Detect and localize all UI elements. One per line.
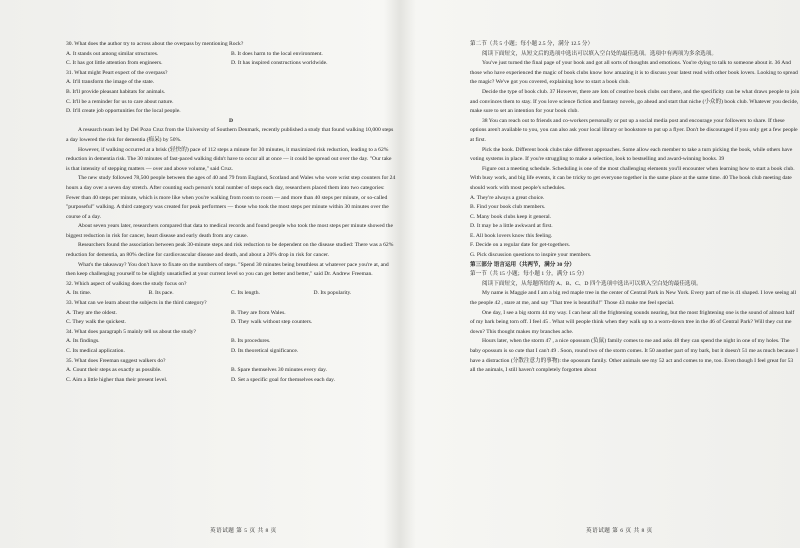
passage-paragraph: About seven years later, researchers compared that data to medical records and found people who took the most steps per minute showed the biggest reduction in risk for cancer, heart disease and early death from any cause. [66,223,393,239]
section-header: 第二节（共 5 小题；每小题 2.5 分，满分 12.5 分） [470,41,594,47]
question-34: 34. What does paragraph 5 mainly tell us about the study? [66,328,196,335]
option: D. It may be a little awkward at first. [470,223,553,230]
option: B. Find your book club members. [470,204,546,211]
option: A. It'll transform the image of the state. [66,79,155,86]
question-34-options [66,337,396,356]
option: C. It'll be a reminder for us to care about nature. [66,98,174,105]
answer-options [470,194,800,261]
option: D. Set a specific goal for themselves each day. [231,376,336,383]
question-31: 31. What might Peart expect of the overpass? [66,69,168,76]
part3-header: 第三部分 语言运用（共两节，满分 30 分） [470,261,575,268]
question-35: 35. What does Freeman suggest walkers do? [66,357,166,364]
option: B. Its pace. [148,290,174,297]
part3-subheader: 第一节（共 15 小题；每小题 1 分，满分 15 分） [470,271,588,278]
option: C. Aim a little higher than their present level. [66,376,168,383]
page-footer-left: 英语试题 第 5 页 共 8 页 [210,528,277,534]
passage-paragraph: 38 You can reach out to friends and co-workers personally or put up a social media post and encourage your followers to share. If these options aren't available to you, you can also ask your local library or bookstore to put up a flyer. Don't be discouraged if you only get a few people at first. [470,117,798,143]
passage-paragraph: Researchers found the association between peak 30-minute steps and risk reduction to be dependent on the disease studied: There was a 62% reduction for dementia, an 80% decline for cardiovascular disease and death, and about a 20% drop in risk for cancer. [66,242,394,259]
cloze-paragraph: One day, I see a big storm 44 my way. I can hear all the frightening sounds nearing, but the most frightening one is the sound of almost half of my bark being torn off. I feel 45 . What will people think when they walk up to a worn-down tree in the 46 of Central Park? Will they cut me down? This thought makes my branches ache. [470,309,795,335]
option: C. Its medical application. [66,348,125,354]
passage-paragraph: A research team led by Del Pozo Cruz from the University of Southern Denmark, recently published a study that found walking 10,000 steps a day lowered the risk for dementia (痴呆) by 50%. [66,127,394,143]
section-instructions: 阅读下面短文，从短文后的选项中选出可以填入空白处的最佳选项。选项中有两项为多余选项。 [482,50,717,57]
passage-paragraph: What's the takeaway? You don't have to fixate on the numbers of steps. "Spend 30 minutes being breathless at whatever pace you're at, and then keep challenging yourself to be slightly unsatisfied at your current level so you can get better and better," said Dr. Andrew Freeman. [66,261,389,278]
passage-paragraph: The new study followed 78,500 people between the ages of 40 and 79 from England, Scotland and Wales who wore wrist step counters for 24 hours a day over a seven day stretch. After counting each person's total number of steps each day, researchers placed them into two categories: Fewer than 40 steps per minute, which is more like when you're walking from room to room — and more than 40 steps per minute, or so-called "purposeful" walking. A third category was created for peak performers — those who took the most steps per minute within 30 minutes over the course of a day. [66,175,396,220]
option: F. Decide on a regular date for get-togethers. [470,242,571,249]
question-31-options [66,78,396,116]
option: D. It'll create job opportunities for the local people. [66,108,181,115]
passage-paragraph: You've just turned the final page of your book and got all sorts of thoughts and emotions. You're dying to talk to someone about it. 36 And those who have experienced the magic of book clubs know how amazing it is to discuss your latest read with other book lovers. Looking to spread the magic? We've got you covered, explaining how to start a book club. [470,60,798,86]
option: A. They're always a great choice. [470,194,545,201]
cloze-paragraph: My name is Maggie and I am a big red maple tree in the center of Central Park in New York. Every part of me is 41 shaped. I love seeing all the people 42 , stare at me, and say "That tree is beautiful!" Those 43 make me feel special. [470,290,797,307]
passage-paragraph: Pick the book. Different book clubs take different approaches. Some allow each member to take a turn picking the book, while others have voting systems in place. If you're struggling to make a selection, look to bestselling and award-winning books. 39 [470,146,793,163]
question-32: 32. Which aspect of walking does the study focus on? [66,280,187,287]
option: C. It has got little attention from engineers. [66,60,163,67]
option: C. They walk the quickest. [66,319,126,326]
option: D. Its theoretical significance. [231,348,299,354]
option: A. They are the oldest. [66,309,117,316]
option: C. Its length. [231,290,260,297]
question-35-options [66,366,396,385]
option: B. Its procedures. [231,338,271,345]
option: A. Count their steps as exactly as possible. [66,367,162,374]
passage-paragraph: However, if walking occurred at a brisk (轻快的) pace of 112 steps a minute for 30 minutes, it maximized risk reduction, leading to a 62% reduction in dementia risk. The 30 minutes of fast-paced walking didn't have to occur all at once — it could be spread out over the day. "Our take is that intensity of stepping matters — over and above volume," said Cruz. [66,146,392,172]
option: A. Its time. [66,290,92,297]
option: B. Spare themselves 30 minutes every day. [231,367,327,374]
option: A. Its findings. [66,338,100,345]
cloze-paragraph: Hours later, when the storm 47 , a nice opossum (负鼠) family comes to me and asks 48 they can spend the night in one of my holes. The baby opossum is so cute that I can't 49 . Soon, round two of the storm comes. It 50 another part of my bark, but it doesn't 51 me as much because I have a distraction (分散注意力的事物): the opossum family. Other animals see my 52 act and comes to me, too. Even though I feel great for 53 all the animals, I still haven't completely forgotten about [470,338,798,374]
page-footer-right: 英语试题 第 6 页 共 8 页 [586,528,653,534]
option: B. They are from Wales. [231,309,286,316]
right-page [470,40,800,520]
passage-paragraph: Figure out a meeting schedule. Scheduling is one of the most challenging elements you'll encounter when learning how to start a book club. With busy work, and big life events, it can be tricky to get everyone together in the same place at the same time. 40 The book club meeting date should work with most people's schedules. [470,165,795,191]
option: E. All book lovers know this feeling. [470,232,553,239]
option: B. It'll provide pleasant habitats for animals. [66,88,166,95]
left-page [66,40,396,520]
option: D. It has inspired constructions worldwide. [231,60,328,67]
option: C. Many book clubs keep it general. [470,213,552,220]
option: A. It stands out among similar structures. [66,50,159,57]
passage-paragraph: Decide the type of book club. 37 However, there are lots of creative book clubs out there, and the specificity can be what draws people to join and convinces them to stay. If you love science fiction and fantasy novels, go ahead and start that niche (小众的) book club. Whatever you decide, make sure to set an intention for your book club. [470,88,800,115]
option: D. They walk without step counters. [231,319,313,326]
passage-letter: D [228,117,234,124]
part3-instructions: 阅读下面短文，从每题所给的 A、B、C、D 四个选项中选出可以填入空白处的最佳选项。 [482,280,702,287]
question-33-options [66,309,396,328]
option: B. It does harm to the local environment. [231,50,323,57]
question-30-options [66,50,396,69]
option: G. Pick discussion questions to inspire your members. [470,252,592,259]
question-30: 30. What does the author try to across about the overpass by mentioning Rock? [66,41,244,47]
question-32-options [66,289,396,299]
option: D. Its popularity. [313,290,352,297]
question-33: 33. What can we learn about the subjects in the third category? [66,300,207,307]
